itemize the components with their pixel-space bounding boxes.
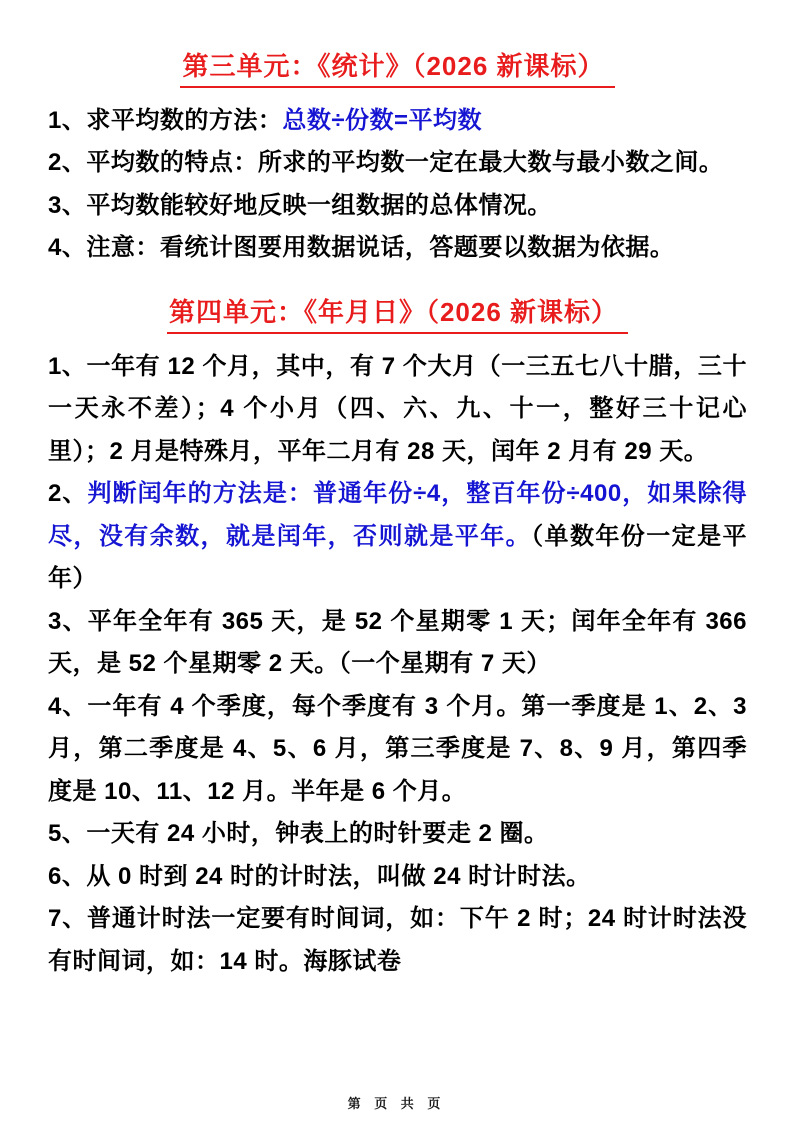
item-text: （单数年份一定是平年） bbox=[48, 522, 748, 593]
list-item bbox=[48, 227, 747, 270]
section-title-text: 第三单元：《统计》（2026 新课标） bbox=[180, 50, 614, 88]
list-item bbox=[48, 686, 747, 814]
list-item bbox=[48, 813, 747, 856]
item-text: 5、一天有 24 小时，钟表上的时针要走 2 圈。 bbox=[48, 820, 549, 848]
item-highlight: 总数÷份数=平均数 bbox=[282, 106, 483, 134]
page-footer: 第 页 共 页 bbox=[347, 1096, 446, 1111]
list-item bbox=[48, 898, 747, 983]
item-text: 4、一年有 4 个季度，每个季度有 3 个月。第一季度是 1、2、3 月，第二季度是 4、5、6 月，第三季度是 7、8、9 月，第四季度是 10、11、12 月。半年是 6 个月。 bbox=[48, 692, 747, 805]
list-item bbox=[48, 601, 747, 686]
item-text: 1、求平均数的方法： bbox=[48, 106, 283, 134]
section-title-unit4 bbox=[48, 296, 747, 334]
list-item bbox=[48, 185, 747, 228]
list-item bbox=[48, 100, 747, 143]
item-text: 7、普通计时法一定要有时间词，如：下午 2 时；24 时计时法没有时间词，如：14 时。海豚试卷 bbox=[48, 905, 747, 975]
item-highlight: 判断闰年的方法是：普通年份÷4，整百年份÷400，如果除得尽，没有余数，就是闰年，否则就是平年。 bbox=[48, 480, 747, 550]
item-text: 3、平年全年有 365 天，是 52 个星期零 1 天；闰年全年有 366 天，是 52 个星期零 2 天。（一个星期有 7 天） bbox=[48, 607, 747, 678]
item-text: 2、平均数的特点：所求的平均数一定在最大数与最小数之间。 bbox=[48, 149, 724, 177]
item-text: 4、注意：看统计图要用数据说话，答题要以数据为依据。 bbox=[48, 234, 675, 262]
section-unit4-calendar bbox=[48, 296, 747, 983]
section-title-unit3 bbox=[48, 50, 747, 88]
item-text: 6、从 0 时到 24 时的计时法，叫做 24 时计时法。 bbox=[48, 862, 591, 890]
item-text: 3、平均数能较好地反映一组数据的总体情况。 bbox=[48, 191, 552, 219]
list-item bbox=[48, 473, 747, 601]
list-item bbox=[48, 856, 747, 899]
list-item bbox=[48, 346, 747, 474]
item-text: 1、一年有 12 个月，其中，有 7 个大月（一三五七八十腊，三十一天永不差）；4 个小月（四、六、九、十一，整好三十记心里）；2 月是特殊月，平年二月有 28 天，闰年 2 月有 29 天。 bbox=[48, 352, 747, 465]
section-unit3-statistics bbox=[48, 50, 747, 270]
item-text: 2、 bbox=[48, 480, 88, 508]
list-item bbox=[48, 142, 747, 185]
section-title-text: 第四单元：《年月日》（2026 新课标） bbox=[167, 296, 628, 334]
